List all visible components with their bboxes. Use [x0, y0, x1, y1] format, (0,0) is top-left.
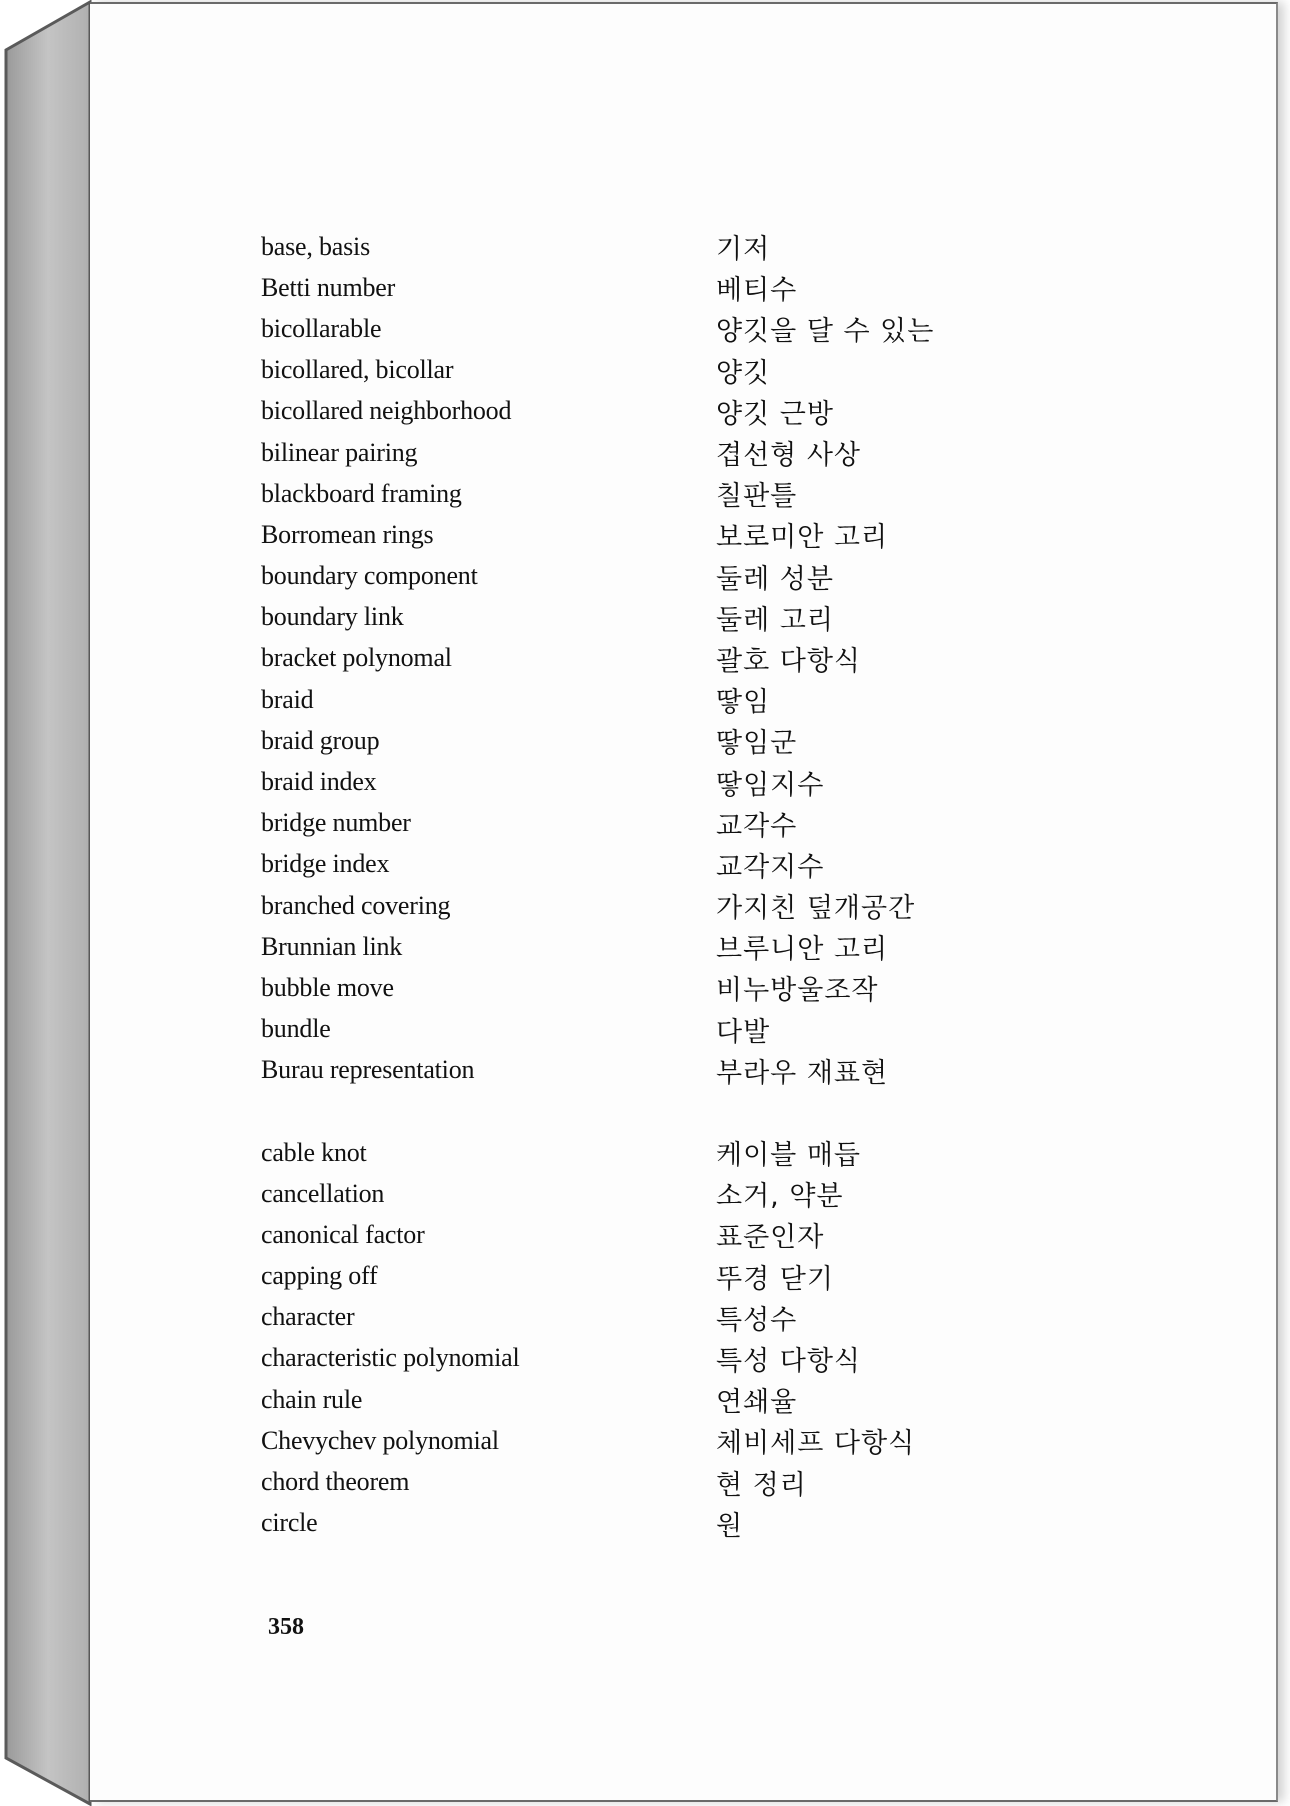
glossary-entry [261, 720, 1061, 761]
korean-translation: 연쇄율 [716, 1387, 798, 1419]
glossary-entry [261, 597, 1061, 638]
korean-translation: 현 정리 [716, 1469, 807, 1501]
book-spine [0, 0, 92, 1806]
korean-translation: 특성 다항식 [716, 1345, 861, 1377]
glossary-entry [261, 844, 1061, 885]
glossary-entry [261, 1420, 1061, 1461]
glossary-entry [261, 1132, 1061, 1173]
english-term: braid group [261, 725, 380, 755]
glossary-entry [261, 1503, 1061, 1544]
glossary-entry [261, 885, 1061, 926]
english-term: boundary link [261, 602, 404, 632]
english-term: bubble move [261, 972, 394, 1002]
english-term: Betti number [261, 272, 396, 302]
korean-translation: 가지친 덮개공간 [716, 893, 916, 925]
english-term: blackboard framing [261, 478, 462, 508]
english-term: bilinear pairing [261, 437, 418, 467]
glossary-entry [261, 761, 1061, 802]
english-term: chain rule [261, 1384, 363, 1414]
english-term: Chevychev polynomial [261, 1425, 499, 1455]
glossary-entry [261, 226, 1061, 267]
glossary-entry [261, 1009, 1061, 1050]
english-term: cable knot [261, 1137, 367, 1167]
page-number: 358 [268, 1614, 304, 1640]
english-term: characteristic polynomial [261, 1343, 520, 1373]
korean-translation: 양깃 [716, 357, 771, 389]
korean-translation: 땋임지수 [716, 769, 825, 801]
korean-translation: 둘레 고리 [716, 604, 834, 636]
glossary-entry [261, 267, 1061, 308]
english-term: braid index [261, 767, 377, 797]
korean-translation: 원 [716, 1510, 744, 1542]
english-term: Borromean rings [261, 519, 434, 549]
english-term: capping off [261, 1261, 378, 1291]
korean-translation: 교각수 [716, 810, 798, 842]
korean-translation: 양깃 근방 [716, 398, 834, 430]
korean-translation: 겹선형 사상 [716, 440, 861, 472]
glossary-entry [261, 1461, 1061, 1502]
glossary-entry [261, 638, 1061, 679]
english-term: chord theorem [261, 1467, 410, 1497]
glossary-entry [261, 350, 1061, 391]
glossary-entry [261, 473, 1061, 514]
glossary-list [261, 226, 1061, 1544]
korean-translation: 보로미안 고리 [716, 522, 889, 554]
glossary-entry [261, 391, 1061, 432]
korean-translation: 다발 [716, 1016, 771, 1048]
glossary-entry [261, 926, 1061, 967]
korean-translation: 칠판틀 [716, 481, 798, 513]
english-term: character [261, 1302, 355, 1332]
english-term: base, basis [261, 231, 370, 261]
glossary-entry [261, 1050, 1061, 1091]
glossary-entry [261, 556, 1061, 597]
glossary-entry [261, 308, 1061, 349]
korean-translation: 표준인자 [716, 1222, 825, 1254]
glossary-entry [261, 1173, 1061, 1214]
english-term: bicollared neighborhood [261, 396, 512, 426]
english-term: bridge number [261, 808, 411, 838]
english-term: bicollared, bicollar [261, 355, 454, 385]
english-term: boundary component [261, 561, 478, 591]
glossary-entry [261, 803, 1061, 844]
korean-translation: 부라우 재표현 [716, 1057, 889, 1089]
glossary-entry [261, 1256, 1061, 1297]
korean-translation: 비누방울조작 [716, 975, 879, 1007]
english-term: bracket polynomal [261, 643, 452, 673]
glossary-entry [261, 967, 1061, 1008]
book-page [90, 2, 1278, 1802]
english-term: bicollarable [261, 313, 382, 343]
korean-translation: 땋임 [716, 687, 771, 719]
glossary-entry [261, 679, 1061, 720]
korean-translation: 괄호 다항식 [716, 645, 861, 677]
korean-translation: 뚜경 닫기 [716, 1263, 834, 1295]
korean-translation: 소거, 약분 [716, 1181, 844, 1213]
english-term: braid [261, 684, 314, 714]
korean-translation: 땋임군 [716, 728, 798, 760]
korean-translation: 특성수 [716, 1304, 798, 1336]
english-term: canonical factor [261, 1219, 425, 1249]
korean-translation: 기저 [716, 234, 771, 266]
korean-translation: 교각지수 [716, 851, 825, 883]
korean-translation: 양깃을 달 수 있는 [716, 316, 935, 348]
korean-translation: 둘레 성분 [716, 563, 834, 595]
english-term: bundle [261, 1014, 331, 1044]
glossary-entry [261, 1379, 1061, 1420]
english-term: cancellation [261, 1178, 385, 1208]
korean-translation: 브루니안 고리 [716, 934, 889, 966]
english-term: Brunnian link [261, 931, 403, 961]
glossary-entry [261, 1297, 1061, 1338]
glossary-entry [261, 514, 1061, 555]
english-term: circle [261, 1508, 318, 1538]
glossary-entry [261, 1338, 1061, 1379]
english-term: branched covering [261, 890, 451, 920]
korean-translation: 체비세프 다항식 [716, 1428, 916, 1460]
korean-translation: 베티수 [716, 275, 798, 307]
glossary-entry [261, 1214, 1061, 1255]
korean-translation: 케이블 매듭 [716, 1140, 861, 1172]
english-term: Burau representation [261, 1055, 475, 1085]
glossary-entry [261, 432, 1061, 473]
english-term: bridge index [261, 849, 390, 879]
